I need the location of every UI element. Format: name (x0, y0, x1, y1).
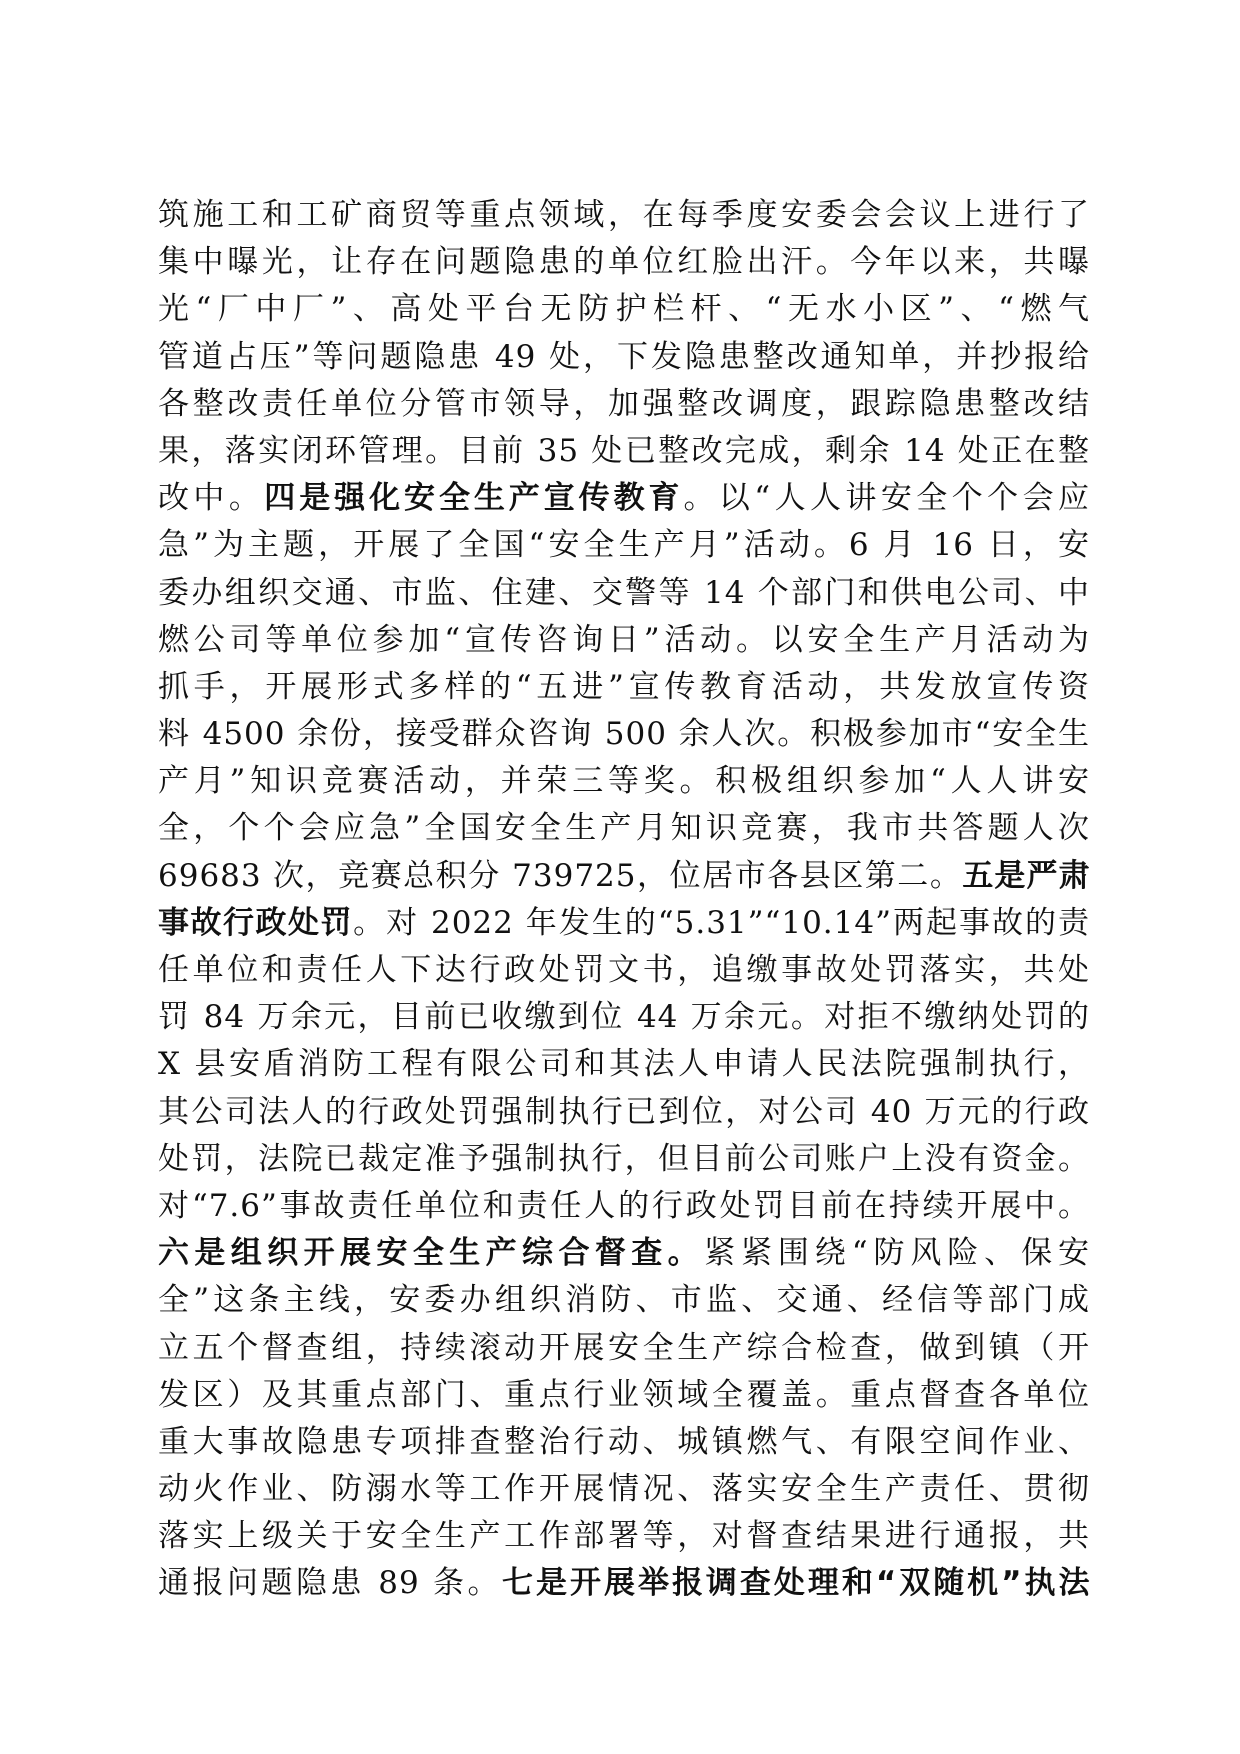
text-line (158, 711, 1090, 758)
heading-phrase: 四是强化安全生产宣传教育 (264, 480, 684, 517)
text-line (158, 1136, 1090, 1183)
text-line (158, 758, 1090, 805)
text-run: 各整改责任单位分管市领导，加强整改调度，跟踪隐患整改结 (158, 385, 1090, 422)
text-line (158, 1325, 1090, 1372)
text-run: 其公司法人的行政处罚强制执行已到位，对公司 40 万元的行政 (158, 1093, 1090, 1130)
text-run: 落实上级关于安全生产工作部署等，对督查结果进行通报，共 (158, 1518, 1090, 1555)
text-line (158, 1560, 1090, 1607)
text-run: 罚 84 万余元，目前已收缴到位 44 万余元。对拒不缴纳处罚的 (158, 999, 1090, 1036)
text-line (158, 1089, 1090, 1136)
text-run: X 县安盾消防工程有限公司和其法人申请人民法院强制执行， (158, 1046, 1090, 1083)
text-line (158, 428, 1090, 475)
text-line (158, 947, 1090, 994)
text-line (158, 570, 1090, 617)
text-run: 任单位和责任人下达行政处罚文书，追缴事故处罚落实，共处 (158, 952, 1090, 988)
text-line (158, 522, 1090, 569)
text-line (158, 664, 1090, 711)
text-run: 69683 次，竞赛总积分 739725，位居市各县区第二。 (158, 857, 963, 894)
text-line (158, 853, 1090, 900)
text-line (158, 1419, 1090, 1466)
text-line (158, 1372, 1090, 1419)
text-run: 发区）及其重点部门、重点行业领域全覆盖。重点督查各单位 (158, 1376, 1090, 1413)
text-run: 处罚，法院已裁定准予强制执行，但目前公司账户上没有资金。 (158, 1140, 1090, 1177)
text-line (158, 805, 1090, 852)
text-run: 燃公司等单位参加“宣传咨询日”活动。以安全生产月活动为 (158, 621, 1090, 658)
text-line (158, 1230, 1090, 1277)
text-line (158, 192, 1090, 239)
text-run: 动火作业、防溺水等工作开展情况、落实安全生产责任、贯彻 (158, 1471, 1090, 1508)
text-line (158, 994, 1090, 1041)
text-run: 紧紧围绕“防风险、保安 (704, 1235, 1090, 1272)
text-line (158, 1466, 1090, 1513)
text-run: 。对 2022 年发生的“5.31”“10.14”两起事故的责 (353, 904, 1090, 941)
text-line (158, 617, 1090, 664)
text-run: 果，落实闭环管理。目前 35 处已整改完成，剩余 14 处正在整 (158, 432, 1090, 469)
body-text (158, 192, 1090, 1608)
text-run: 抓手，开展形式多样的“五进”宣传教育活动，共发放宣传资 (158, 668, 1090, 705)
text-run: 急”为主题，开展了全国“安全生产月”活动。6 月 16 日，安 (158, 527, 1090, 564)
text-run: 料 4500 余份，接受群众咨询 500 余人次。积极参加市“安全生 (158, 716, 1090, 753)
text-line (158, 286, 1090, 333)
text-line (158, 1041, 1090, 1088)
text-run: 集中曝光，让存在问题隐患的单位红脸出汗。今年以来，共曝 (158, 244, 1090, 281)
text-run: 全”这条主线，安委办组织消防、市监、交通、经信等部门成 (158, 1282, 1090, 1319)
text-run: 产月”知识竞赛活动，并荣三等奖。积极组织参加“人人讲安 (158, 763, 1090, 800)
heading-phrase: 六是组织开展安全生产综合督查。 (158, 1235, 705, 1272)
text-run: 改中。 (158, 480, 265, 517)
text-line (158, 1277, 1090, 1324)
text-run: 。以“人人讲安全个个会应 (683, 480, 1090, 517)
text-run: 对“7.6”事故责任单位和责任人的行政处罚目前在持续开展中。 (158, 1187, 1090, 1224)
text-line (158, 900, 1090, 947)
text-run: 委办组织交通、市监、住建、交警等 14 个部门和供电公司、中 (158, 574, 1090, 611)
text-line (158, 1183, 1090, 1230)
text-line (158, 475, 1090, 522)
text-line (158, 1513, 1090, 1560)
heading-phrase: 事故行政处罚 (158, 904, 354, 941)
text-run: 立五个督查组，持续滚动开展安全生产综合检查，做到镇（开 (158, 1329, 1090, 1366)
heading-phrase: 五是严肃 (962, 857, 1090, 894)
text-run: 管道占压”等问题隐患 49 处，下发隐患整改通知单，并抄报给 (158, 338, 1090, 375)
text-line (158, 334, 1090, 381)
text-run: 通报问题隐患 89 条。 (158, 1565, 503, 1602)
text-run: 重大事故隐患专项排查整治行动、城镇燃气、有限空间作业、 (158, 1423, 1090, 1460)
text-run: 全，个个会应急”全国安全生产月知识竞赛，我市共答题人次 (158, 810, 1090, 847)
heading-phrase: 七是开展举报调查处理和“双随机”执法 (502, 1565, 1090, 1602)
text-run: 光“厂中厂”、高处平台无防护栏杆、“无水小区”、“燃气 (158, 291, 1090, 328)
text-line (158, 239, 1090, 286)
text-line (158, 381, 1090, 428)
text-run: 筑施工和工矿商贸等重点领域，在每季度安委会会议上进行了 (158, 197, 1090, 233)
